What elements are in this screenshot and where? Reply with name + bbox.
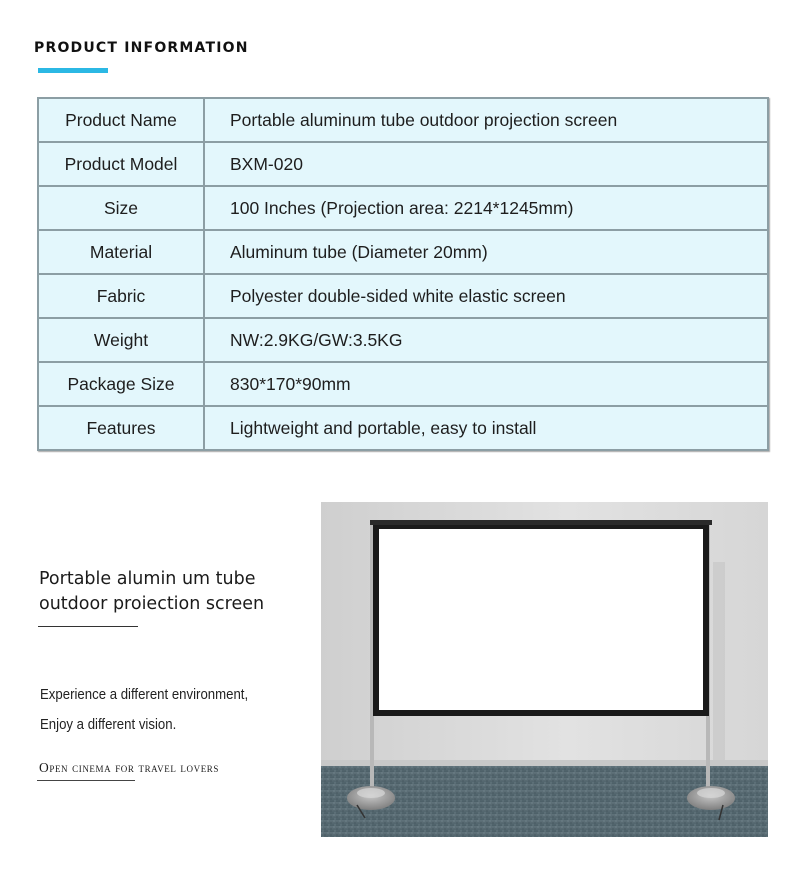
spec-value: Aluminum tube (Diameter 20mm)	[204, 230, 768, 274]
spec-value: NW:2.9KG/GW:3.5KG	[204, 318, 768, 362]
section-title: PRODUCT INFORMATION	[34, 40, 249, 56]
top-bar	[370, 520, 712, 525]
promo-line-2: Enjoy a different vision.	[40, 716, 177, 733]
table-row	[38, 362, 768, 406]
wall-shadow	[713, 562, 725, 766]
table-row	[38, 230, 768, 274]
spec-label: Material	[38, 230, 204, 274]
spec-label: Product Name	[38, 98, 204, 142]
spec-label: Product Model	[38, 142, 204, 186]
promo-line-1: Experience a different environment,	[40, 686, 249, 703]
spec-value: Portable aluminum tube outdoor projection screen	[204, 98, 768, 142]
spec-label: Fabric	[38, 274, 204, 318]
promo-tagline: Open cinema for travel lovers	[39, 760, 219, 775]
table-row	[38, 406, 768, 450]
table-row	[38, 274, 768, 318]
tagline-underline	[37, 780, 135, 781]
spec-label: Weight	[38, 318, 204, 362]
promo-title: Portable alumin um tube outdoor proiection screen	[39, 569, 265, 614]
product-photo	[321, 502, 768, 837]
spec-label: Features	[38, 406, 204, 450]
spec-value: 830*170*90mm	[204, 362, 768, 406]
spec-value: 100 Inches (Projection area: 2214*1245mm)	[204, 186, 768, 230]
table-row	[38, 142, 768, 186]
spec-value: Polyester double-sided white elastic screen	[204, 274, 768, 318]
product-spec-table	[37, 97, 769, 451]
table-row	[38, 318, 768, 362]
spec-label: Package Size	[38, 362, 204, 406]
title-accent-bar	[38, 68, 108, 73]
screen-surface	[379, 529, 703, 710]
promo-divider	[38, 626, 138, 627]
spec-value: Lightweight and portable, easy to install	[204, 406, 768, 450]
table-row	[38, 98, 768, 142]
spec-value: BXM-020	[204, 142, 768, 186]
spec-label: Size	[38, 186, 204, 230]
table-row	[38, 186, 768, 230]
